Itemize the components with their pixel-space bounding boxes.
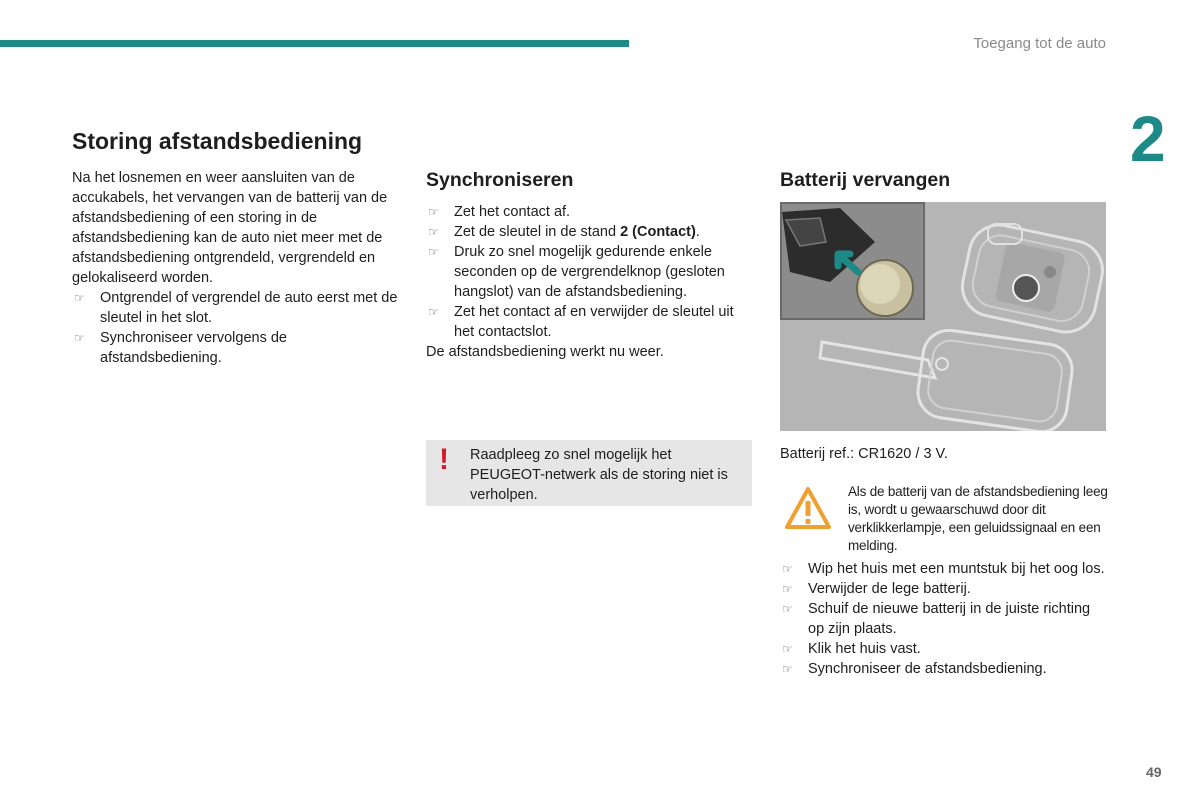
warning-triangle-icon xyxy=(784,486,832,530)
pointing-hand-icon: ☞ xyxy=(428,305,439,319)
notice-box xyxy=(426,440,752,506)
pointing-hand-icon: ☞ xyxy=(782,662,793,676)
pointing-hand-icon: ☞ xyxy=(782,562,793,576)
page-number: 49 xyxy=(1146,764,1162,780)
list-item: ☞ Synchroniseer vervolgens de afstandsbediening. xyxy=(74,330,287,366)
list-item: ☞ Ontgrendel of vergrendel de auto eerst met de sleutel in het slot. xyxy=(74,290,398,326)
list-item: ☞ Klik het huis vast. xyxy=(782,641,921,657)
list-item: ☞ Druk zo snel mogelijk gedurende enkele seconden op de vergrendelknop (gesloten hangslot) van de afstandsbediening. xyxy=(428,244,725,300)
list-item: ☞ Zet de sleutel in de stand 2 (Contact). xyxy=(428,224,700,240)
pointing-hand-icon: ☞ xyxy=(428,205,439,219)
header-accent-bar xyxy=(0,40,629,47)
chapter-number: 2 xyxy=(1130,103,1166,175)
pointing-hand-icon: ☞ xyxy=(428,225,439,239)
exclamation-icon: ! xyxy=(439,443,449,476)
warning-text: Als de batterij van de afstandsbediening leeg is, wordt u gewaarschuwd door dit verklikkerlampje, een geluidssignaal en een melding. xyxy=(848,484,1108,553)
list-item: ☞ Schuif de nieuwe batterij in de juiste richting op zijn plaats. xyxy=(782,601,1091,637)
list-item: ☞ Wip het huis met een muntstuk bij het oog los. xyxy=(782,561,1105,577)
battery-caption: Batterij ref.: CR1620 / 3 V. xyxy=(780,446,948,462)
key-battery-photo xyxy=(780,202,1106,431)
notice-text: Raadpleeg zo snel mogelijk het PEUGEOT-netwerk als de storing niet is verholpen. xyxy=(470,447,728,503)
section-heading: Synchroniseren xyxy=(426,169,574,191)
pointing-hand-icon: ☞ xyxy=(428,245,439,259)
column-synchronise xyxy=(426,166,752,362)
column-remote-failure xyxy=(72,124,402,368)
pointing-hand-icon: ☞ xyxy=(74,291,85,305)
bullet-list xyxy=(72,288,402,368)
bullet-list xyxy=(780,559,1106,679)
pointing-hand-icon: ☞ xyxy=(74,331,85,345)
list-item: ☞ Zet het contact af. xyxy=(428,204,571,220)
list-item: ☞ Synchroniseer de afstandsbediening. xyxy=(782,661,1047,677)
warning-block xyxy=(780,483,1106,559)
list-item: ☞ Verwijder de lege batterij. xyxy=(782,581,971,597)
bullet-list xyxy=(426,202,752,342)
section-title: Toegang tot de auto xyxy=(973,35,1106,52)
page-title: Storing afstandsbediening xyxy=(72,128,363,154)
pointing-hand-icon: ☞ xyxy=(782,642,793,656)
section-heading: Batterij vervangen xyxy=(780,169,951,191)
list-item: ☞ Zet het contact af en verwijder de sleutel uit het contactslot. xyxy=(428,304,734,340)
pointing-hand-icon: ☞ xyxy=(782,602,793,616)
pointing-hand-icon: ☞ xyxy=(782,582,793,596)
intro-paragraph: Na het losnemen en weer aansluiten van de accukabels, het vervangen van de batterij van de afstandsbediening of een storing in de afstandsbediening kan de auto niet meer met de afstandsbediening ontgrendeld, vergrendeld en gelokaliseerd worden. xyxy=(72,170,388,286)
column-battery-replace xyxy=(780,166,1106,679)
result-text: De afstandsbediening werkt nu weer. xyxy=(426,344,664,360)
